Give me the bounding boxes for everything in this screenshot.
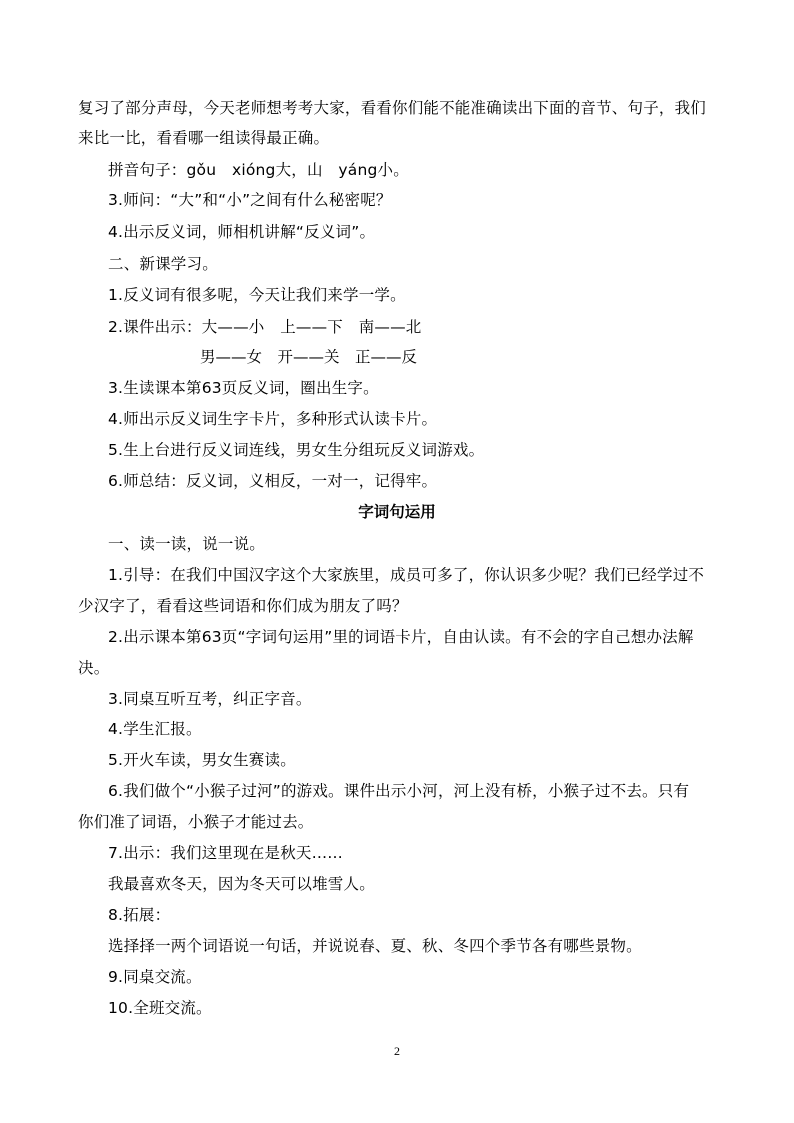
page-number: 2 — [394, 1044, 400, 1058]
list-item: 8.拓展： — [108, 906, 171, 924]
antonym-pairs-row: 男——女 开——关 正——反 — [200, 348, 418, 366]
list-item: 4.出示反义词，师相机讲解“反义词”。 — [108, 223, 376, 241]
section-heading: 一、读一读，说一说。 — [108, 535, 266, 553]
list-item: 7.出示：我们这里现在是秋天…… — [108, 844, 343, 862]
list-item: 4.师出示反义词生字卡片，多种形式认读卡片。 — [108, 410, 438, 428]
paragraph-line: 来比一比，看看哪一组读得最正确。 — [78, 129, 330, 147]
list-item: 9.同桌交流。 — [108, 968, 202, 986]
paragraph-line: 复习了部分声母，今天老师想考考大家，看看你们能不能准确读出下面的音节、句子，我们 — [78, 99, 707, 117]
list-item: 5.开火车读，男女生赛读。 — [108, 751, 296, 769]
list-item: 2.课件出示：大——小 上——下 南——北 — [108, 318, 422, 336]
section-title: 字词句运用 — [358, 503, 436, 521]
list-item: 2.出示课本第63页“字词句运用”里的词语卡片，自由认读。有不会的字自己想办法解 — [108, 628, 694, 646]
paragraph-line: 少汉字了，看看这些词语和你们成为朋友了吗？ — [78, 597, 408, 615]
list-item: 3.同桌互听互考，纠正字音。 — [108, 690, 312, 708]
list-item: 4.学生汇报。 — [108, 720, 202, 738]
list-item: 3.生读课本第63页反义词，圈出生字。 — [108, 379, 379, 397]
paragraph-line: 选择择一两个词语说一句话，并说说春、夏、秋、冬四个季节各有哪些景物。 — [108, 937, 642, 955]
list-item: 3.师问：“大”和“小”之间有什么秘密呢？ — [108, 191, 392, 209]
list-item: 10.全班交流。 — [108, 999, 212, 1017]
paragraph-line: 你们准了词语，小猴子才能过去。 — [78, 813, 314, 831]
paragraph-line: 决。 — [78, 659, 110, 677]
list-item: 1.反义词有很多呢，今天让我们来学一学。 — [108, 286, 406, 304]
list-item: 1.引导：在我们中国汉字这个大家族里，成员可多了，你认识多少呢？我们已经学过不 — [108, 566, 705, 584]
list-item: 6.师总结：反义词，义相反，一对一，记得牢。 — [108, 472, 438, 490]
section-heading: 二、新课学习。 — [108, 255, 218, 273]
list-item: 6.我们做个“小猴子过河”的游戏。课件出示小河，河上没有桥，小猴子过不去。只有 — [108, 782, 690, 800]
pinyin-sentence: 拼音句子：gǒu xióng大，山 yáng小。 — [108, 161, 409, 179]
paragraph-line: 我最喜欢冬天，因为冬天可以堆雪人。 — [108, 875, 375, 893]
list-item: 5.生上台进行反义词连线，男女生分组玩反义词游戏。 — [108, 441, 485, 459]
